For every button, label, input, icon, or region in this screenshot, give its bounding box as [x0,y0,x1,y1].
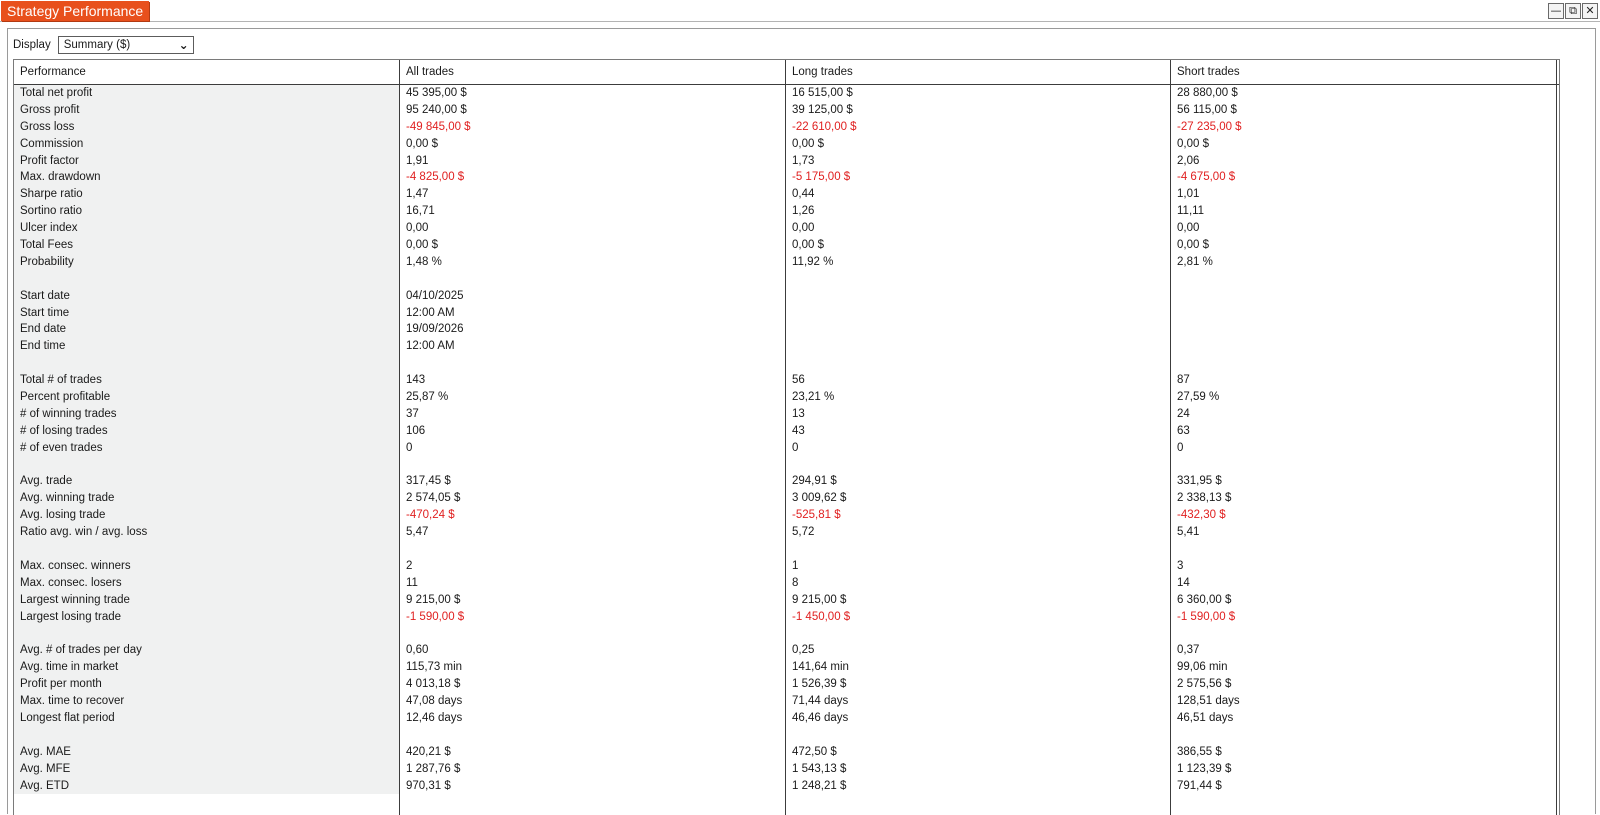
table-row [14,372,1559,389]
table-row [14,119,1559,136]
metric-value: 71,44 days [792,695,849,708]
metric-value: 0 [792,441,799,454]
metric-label: Total Fees [20,239,74,252]
close-icon[interactable]: ✕ [1582,3,1598,19]
table-row [14,490,1559,507]
metric-value: 386,55 $ [1171,744,1557,761]
metric-value: 5,47 [406,526,429,539]
metric-value: 1 526,39 $ [792,678,847,691]
metric-value: 472,50 $ [792,745,837,758]
grid-body [14,85,1559,794]
metric-label: Avg. losing trade [20,509,106,522]
metric-value: 1,47 [406,188,429,201]
metric-label: Ulcer index [20,222,78,235]
metric-value [1171,626,1557,643]
metric-value: 115,73 min [406,661,463,674]
spacer-row [14,355,1559,372]
metric-value: 13 [792,407,805,420]
metric-label: Gross loss [20,120,75,133]
metric-value: -27 235,00 $ [1171,119,1557,136]
metric-value: 6 360,00 $ [1171,592,1557,609]
metric-value: -4 825,00 $ [406,171,465,184]
metric-value: 9 215,00 $ [406,593,461,606]
metric-value: 87 [1171,372,1557,389]
metric-value: 970,31 $ [406,779,451,792]
table-row [14,440,1559,457]
metric-value [786,457,1171,474]
metric-label: Avg. winning trade [20,492,115,505]
metric-value: 2 [406,559,413,572]
table-row [14,693,1559,710]
metric-value: 1,91 [406,154,429,167]
table-row [14,237,1559,254]
spacer-row [14,541,1559,558]
metric-label: Profit per month [20,678,102,691]
table-row [14,592,1559,609]
metric-value [400,727,786,744]
table-row [14,169,1559,186]
metric-label: Avg. MAE [20,745,71,758]
metric-value [400,626,786,643]
metric-value: 0,00 $ [406,239,438,252]
metric-value [400,457,786,474]
restore-icon[interactable]: ⧉ [1565,3,1581,19]
metric-value [400,271,786,288]
metric-label: # of losing trades [20,424,108,437]
metric-value: 106 [406,424,426,437]
metric-value: 1 543,13 $ [792,762,847,775]
metric-value: -49 845,00 $ [406,120,471,133]
metric-value: 2,06 [1171,153,1557,170]
metric-value: 4 013,18 $ [406,678,461,691]
metric-value: 1,01 [1171,186,1557,203]
display-toolbar [13,34,194,56]
table-row [14,321,1559,338]
metric-value: 791,44 $ [1171,778,1557,795]
metric-value: 56 [792,374,805,387]
metric-value: 19/09/2026 [406,323,464,336]
metric-value: 43 [792,424,805,437]
metric-label [14,271,400,288]
metric-value: 14 [1171,575,1557,592]
performance-grid [13,59,1560,815]
metric-label: Total # of trades [20,374,102,387]
metric-label: Percent profitable [20,391,111,404]
metric-value: 11,92 % [792,255,834,268]
metric-value [400,355,786,372]
table-row [14,609,1559,626]
metric-value: -5 175,00 $ [792,171,851,184]
table-row [14,220,1559,237]
metric-label [14,541,400,558]
metric-value: 46,51 days [1171,710,1557,727]
metric-value: 0,00 $ [1171,237,1557,254]
metric-value: 0,00 [1171,220,1557,237]
metric-value: 23,21 % [792,391,835,404]
metric-label: Max. consec. winners [20,559,131,572]
table-row [14,85,1559,102]
metric-value: 11,11 [1171,203,1557,220]
metric-value: 63 [1171,423,1557,440]
metric-value: 294,91 $ [792,475,837,488]
metric-label: Total net profit [20,87,93,99]
table-row [14,642,1559,659]
spacer-row [14,626,1559,643]
metric-value: 1,26 [792,205,815,218]
metric-value: 0 [406,441,413,454]
metric-label: Ratio avg. win / avg. loss [20,526,148,539]
metric-value [1171,541,1557,558]
metric-value: 47,08 days [406,695,463,708]
table-row [14,558,1559,575]
metric-value [1171,338,1557,355]
metric-value: 5,41 [1171,524,1557,541]
metric-value [400,541,786,558]
metric-value: 37 [406,407,419,420]
metric-value: 3 009,62 $ [792,492,847,505]
metric-value: 2 338,13 $ [1171,490,1557,507]
metric-value: 99,06 min [1171,659,1557,676]
metric-value [1171,457,1557,474]
metric-value: 11 [406,576,418,589]
metric-value [786,338,1171,355]
column-header-performance[interactable]: Performance [14,60,400,84]
metric-value: 46,46 days [792,711,849,724]
metric-label: Max. drawdown [20,171,101,184]
metric-value [1171,355,1557,372]
metric-value: -432,30 $ [1171,507,1557,524]
table-row [14,744,1559,761]
window-title: Strategy Performance [1,1,149,21]
metric-value: 0,25 [792,644,815,657]
metric-value: -1 590,00 $ [406,610,465,623]
table-row [14,406,1559,423]
table-row [14,473,1559,490]
spacer-row [14,271,1559,288]
table-row [14,778,1559,795]
metric-value: 56 115,00 $ [1171,102,1557,119]
metric-label: Max. consec. losers [20,576,122,589]
metric-value [786,541,1171,558]
table-row [14,761,1559,778]
table-row [14,102,1559,119]
metric-value [786,626,1171,643]
metric-label: Sharpe ratio [20,188,83,201]
metric-value: 0,00 [792,222,815,235]
metric-value: -1 450,00 $ [792,610,851,623]
metric-value: 317,45 $ [406,475,451,488]
table-row [14,676,1559,693]
metric-value: -525,81 $ [792,509,841,522]
metric-value: 5,72 [792,526,815,539]
metric-label: Start date [20,289,70,302]
table-row [14,203,1559,220]
spacer-row [14,457,1559,474]
metric-value: 2,81 % [1171,254,1557,271]
metric-value: 3 [1171,558,1557,575]
table-row [14,136,1559,153]
metric-label: Largest winning trade [20,593,130,606]
metric-value: 0,00 [406,222,429,235]
metric-value: 0,00 $ [792,239,824,252]
metric-value [786,288,1171,305]
metric-value [786,355,1171,372]
metric-label: Gross profit [20,103,80,116]
metric-label: Max. time to recover [20,695,125,708]
metric-label: Avg. trade [20,475,73,488]
chevron-down-icon[interactable]: ⌄ [178,38,189,52]
metric-value: -4 675,00 $ [1171,169,1557,186]
strategy-performance-panel [7,28,1596,814]
table-row [14,659,1559,676]
table-row [14,186,1559,203]
table-row [14,575,1559,592]
display-label: Display [13,39,51,51]
metric-value: 8 [792,576,799,589]
metric-label: Avg. MFE [20,762,71,775]
metric-label [14,626,400,643]
metric-value: 0 [1171,440,1557,457]
metric-value: 1,48 % [406,255,442,268]
metric-value: 331,95 $ [1171,473,1557,490]
display-select[interactable] [58,36,194,54]
metric-value: 95 240,00 $ [406,103,467,116]
table-row [14,305,1559,322]
metric-value: 28 880,00 $ [1171,85,1557,102]
metric-value: 0,00 $ [406,137,438,150]
metric-value: 2 575,56 $ [1171,676,1557,693]
metric-label: End date [20,323,67,336]
column-header-all-trades[interactable]: All trades [400,60,786,84]
metric-value: 1 287,76 $ [406,762,461,775]
metric-value: 45 395,00 $ [406,87,467,99]
window-controls [1548,3,1598,19]
metric-label: Start time [20,306,70,319]
metric-value: 420,21 $ [406,745,451,758]
metric-value [1171,288,1557,305]
metric-label: Sortino ratio [20,205,83,218]
metric-value: 128,51 days [1171,693,1557,710]
metric-value: 12:00 AM [406,306,455,319]
table-row [14,254,1559,271]
metric-value: 1 123,39 $ [1171,761,1557,778]
metric-value: 12,46 days [406,711,463,724]
table-row [14,710,1559,727]
metric-value: 12:00 AM [406,340,455,353]
metric-value [786,305,1171,322]
metric-value: 0,60 [406,644,429,657]
metric-label: End time [20,340,66,353]
metric-value: 1 [792,559,799,572]
metric-value: 25,87 % [406,391,449,404]
metric-value: 0,37 [1171,642,1557,659]
table-row [14,338,1559,355]
table-row [14,288,1559,305]
metric-label: Longest flat period [20,711,115,724]
metric-label: Avg. ETD [20,779,69,792]
table-row [14,389,1559,406]
metric-value: 24 [1171,406,1557,423]
metric-label: Commission [20,137,84,150]
window-titlebar [0,0,1600,22]
display-select-value: Summary ($) [63,39,131,51]
metric-label: # of winning trades [20,407,117,420]
minimize-icon[interactable]: — [1548,3,1564,19]
metric-value: 1 248,21 $ [792,779,847,792]
metric-value [1171,271,1557,288]
metric-label: Profit factor [20,154,79,167]
metric-value: 27,59 % [1171,389,1557,406]
metric-value [1171,305,1557,322]
metric-value: 39 125,00 $ [792,103,853,116]
column-header-long-trades[interactable]: Long trades [786,60,1171,84]
metric-label: Probability [20,255,74,268]
spacer-row [14,727,1559,744]
metric-value: 0,00 $ [1171,136,1557,153]
metric-value: 1,73 [792,154,815,167]
metric-value: 04/10/2025 [406,289,464,302]
metric-value [1171,727,1557,744]
metric-value: 16 515,00 $ [792,87,853,99]
metric-value [786,727,1171,744]
grid-header [14,60,1559,85]
metric-value [786,271,1171,288]
metric-label: Largest losing trade [20,610,122,623]
metric-label [14,355,400,372]
metric-value: 9 215,00 $ [792,593,847,606]
metric-value: 16,71 [406,205,435,218]
table-row [14,524,1559,541]
metric-value: 2 574,05 $ [406,492,461,505]
metric-label: Avg. time in market [20,661,119,674]
metric-value: -22 610,00 $ [792,120,857,133]
metric-label: Avg. # of trades per day [20,644,142,657]
table-row [14,507,1559,524]
metric-value: -470,24 $ [406,509,455,522]
metric-value: 0,44 [792,188,815,201]
metric-value [786,321,1171,338]
metric-label [14,457,400,474]
metric-label: # of even trades [20,441,103,454]
metric-value [1171,321,1557,338]
metric-value: 0,00 $ [792,137,824,150]
metric-value: 141,64 min [792,661,849,674]
metric-value: -1 590,00 $ [1171,609,1557,626]
table-row [14,153,1559,170]
table-row [14,423,1559,440]
metric-value: 143 [406,374,426,387]
column-header-short-trades[interactable]: Short trades [1171,60,1557,84]
metric-label [14,727,400,744]
